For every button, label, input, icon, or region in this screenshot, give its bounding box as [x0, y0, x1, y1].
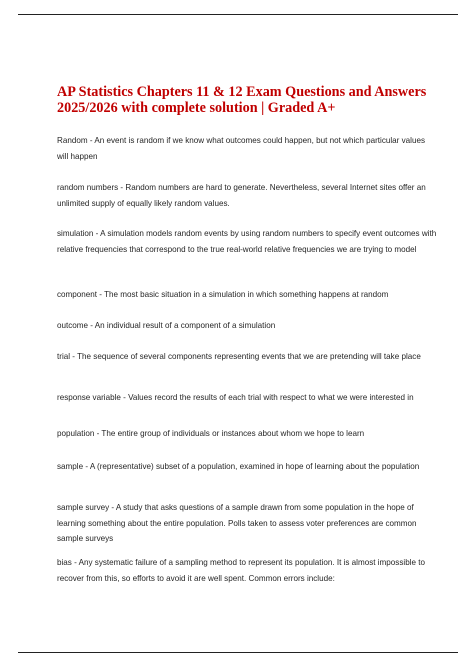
entry-population: population - The entire group of individuals or instances about whom we hope to learn: [57, 429, 365, 438]
entry-sample: sample - A (representative) subset of a population, examined in hope of learning about the population: [57, 462, 420, 471]
entry-random: Random - An event is random if we know what outcomes could happen, but not which particular values will happen: [57, 136, 426, 161]
top-border-line: [18, 14, 458, 15]
document-title: AP Statistics Chapters 11 & 12 Exam Questions and Answers 2025/2026 with complete solution | Graded A+: [57, 84, 427, 116]
entry-trial: trial - The sequence of several components representing events that we are pretending will take place: [57, 352, 421, 361]
entry-sample-survey: sample survey - A study that asks questions of a sample drawn from some population in the hope of learning something about the entire population. Polls taken to assess voter preferences are common sample surveys: [57, 503, 417, 543]
entry-component: component - The most basic situation in a simulation in which something happens at random: [57, 290, 389, 299]
entry-response-variable: response variable - Values record the results of each trial with respect to what we were interested in: [57, 393, 414, 402]
entry-random-numbers: random numbers - Random numbers are hard to generate. Nevertheless, several Internet sites offer an unlimited supply of equally likely random values.: [57, 183, 426, 208]
bottom-border-line: [18, 652, 458, 653]
entry-simulation: simulation - A simulation models random events by using random numbers to specify event outcomes with relative frequencies that correspond to the true real-world relative frequencies we are trying to model: [57, 229, 437, 254]
entry-outcome: outcome - An individual result of a component of a simulation: [57, 321, 276, 330]
entry-bias: bias - Any systematic failure of a sampling method to represent its population. It is almost impossible to recover from this, so efforts to avoid it are well spent. Common errors include:: [57, 558, 425, 583]
